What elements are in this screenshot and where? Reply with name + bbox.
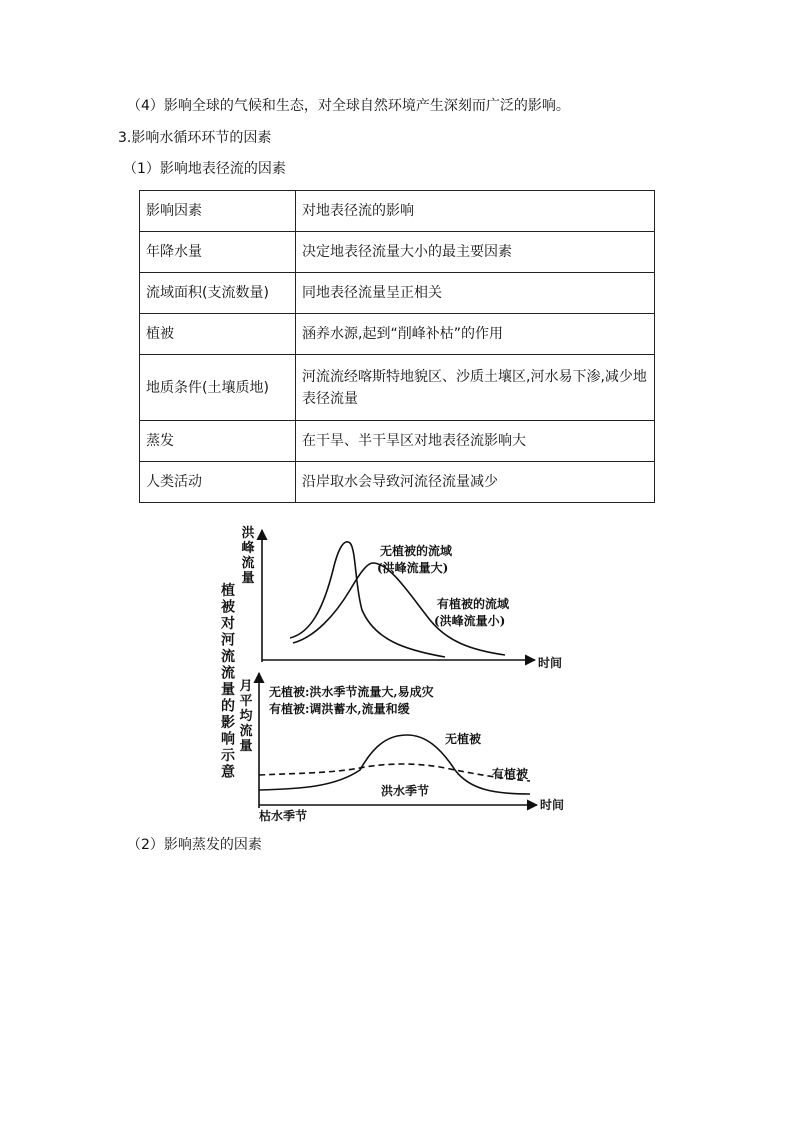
- vegetation-label: 有植被的流域: [437, 597, 510, 611]
- subheading-evaporation: （2）影响蒸发的因素: [127, 837, 262, 853]
- table-cell: 同地表径流量呈正相关: [296, 273, 655, 314]
- table-cell: 沿岸取水会导致河流径流量减少: [296, 462, 655, 503]
- table-cell: 人类活动: [140, 462, 296, 503]
- table-header-row: [140, 191, 655, 232]
- bottom-y-label: 月平均流量: [239, 679, 253, 754]
- no-vegetation-flood-curve: [290, 542, 445, 657]
- table-header-cell: 影响因素: [140, 191, 296, 232]
- table-row: [140, 232, 655, 273]
- bottom-x-label: 时间: [540, 798, 565, 812]
- figure-side-title: 植被对河流流量的影响示意: [221, 583, 235, 781]
- table-cell: 年降水量: [140, 232, 296, 273]
- dry-season-label: 枯水季节: [259, 809, 308, 823]
- table-row: [140, 273, 655, 314]
- table-row: [140, 421, 655, 462]
- table-cell: 决定地表径流量大小的最主要因素: [296, 232, 655, 273]
- table-cell: 涵养水源,起到“削峰补枯”的作用: [296, 314, 655, 355]
- table-cell: 地质条件(土壤质地): [140, 355, 296, 421]
- vegetation-curve-label: 有植被: [492, 767, 529, 781]
- table-header-cell: 对地表径流的影响: [296, 191, 655, 232]
- top-x-label: 时间: [538, 656, 563, 670]
- table-row: [140, 355, 655, 421]
- no-vegetation-note: (洪峰流量大): [377, 561, 449, 575]
- bottom-note-no-vegetation: 无植被:洪水季节流量大,易成灾: [269, 685, 434, 699]
- vegetation-flow-figure: [215, 515, 575, 823]
- no-vegetation-curve-label: 无植被: [445, 732, 482, 746]
- section-heading-3: 3.影响水循环环节的因素: [118, 130, 272, 146]
- table-cell: 流域面积(支流数量): [140, 273, 296, 314]
- bottom-note-vegetation: 有植被:调洪蓄水,流量和缓: [269, 702, 410, 716]
- paragraph-impact-4: （4）影响全球的气候和生态，对全球自然环境产生深刻而广泛的影响。: [127, 98, 570, 114]
- table-cell: 在干旱、半干旱区对地表径流影响大: [296, 421, 655, 462]
- flood-season-label: 洪水季节: [381, 784, 430, 798]
- no-vegetation-label: 无植被的流域: [380, 544, 453, 558]
- table-cell: 河流流经喀斯特地貌区、沙质土壤区,河水易下渗,减少地表径流量: [296, 355, 655, 421]
- table-row: [140, 462, 655, 503]
- table-cell: 蒸发: [140, 421, 296, 462]
- vegetation-monthly-curve: [259, 764, 530, 781]
- runoff-factors-table: [139, 190, 655, 503]
- vegetation-note: (洪峰流量小): [434, 614, 506, 628]
- top-y-label: 洪峰流量: [241, 526, 255, 586]
- table-cell: 植被: [140, 314, 296, 355]
- subheading-runoff: （1）影响地表径流的因素: [123, 161, 286, 177]
- table-row: [140, 314, 655, 355]
